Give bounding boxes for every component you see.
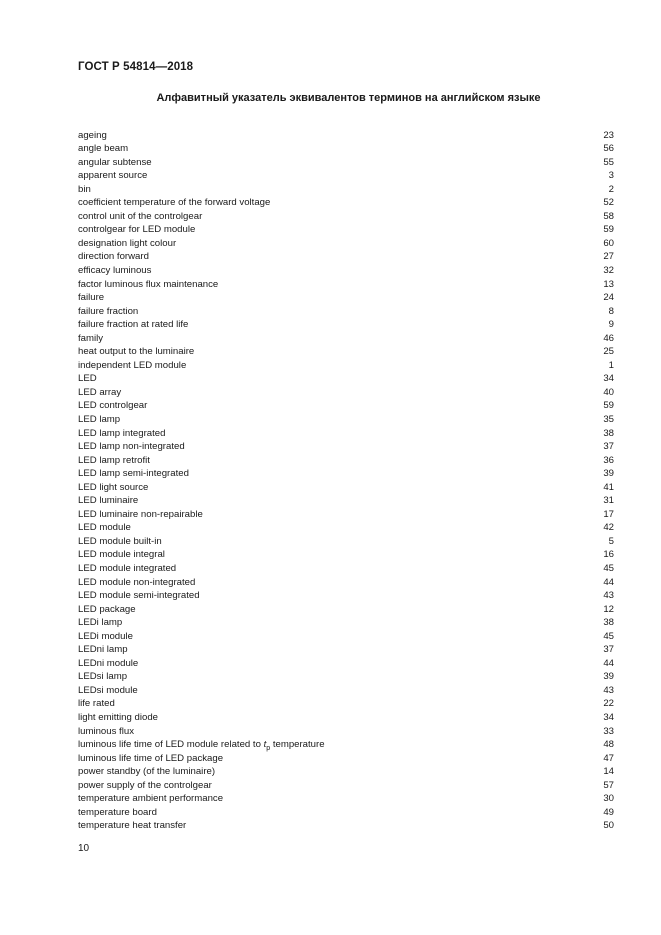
document-code: ГОСТ Р 54814—2018	[78, 61, 194, 73]
index-entry	[78, 237, 614, 251]
index-page-ref: 36	[603, 454, 614, 466]
index-page-ref: 13	[603, 278, 614, 290]
index-page-ref: 50	[603, 820, 614, 832]
index-page-ref: 45	[603, 630, 614, 642]
index-term: temperature heat transfer	[78, 820, 187, 832]
index-entry	[78, 467, 614, 481]
index-entry	[78, 169, 614, 183]
index-page-ref: 8	[608, 305, 614, 317]
index-entry	[78, 548, 614, 562]
index-entry	[78, 819, 614, 833]
index-term: luminous life time of LED module related to $t_p$ temperature	[78, 739, 325, 753]
index-entry	[78, 440, 614, 454]
index-page-ref: 43	[603, 684, 614, 696]
index-page-ref: 32	[603, 264, 614, 276]
index-entry	[78, 643, 614, 657]
index-entry	[78, 616, 614, 630]
index-entry	[78, 684, 614, 698]
index-entry	[78, 481, 614, 495]
index-term: temperature ambient performance	[78, 793, 224, 805]
index-term: control unit of the controlgear	[78, 210, 203, 222]
page-number: 10	[78, 843, 90, 854]
index-page-ref: 33	[603, 725, 614, 737]
index-entry	[78, 399, 614, 413]
index-entry	[78, 129, 614, 143]
index-term: bin	[78, 183, 91, 195]
index-term: efficacy luminous	[78, 264, 152, 276]
index-page-ref: 39	[603, 671, 614, 683]
index-entry	[78, 521, 614, 535]
index-entry	[78, 372, 614, 386]
index-page-ref: 38	[603, 427, 614, 439]
index-term: factor luminous flux maintenance	[78, 278, 219, 290]
index-page-ref: 38	[603, 617, 614, 629]
index-term: LEDsi module	[78, 684, 138, 696]
index-term: failure	[78, 292, 105, 304]
index-term: direction forward	[78, 251, 149, 263]
index-page-ref: 41	[603, 481, 614, 493]
index-entry	[78, 156, 614, 170]
index-entry	[78, 332, 614, 346]
index-entry	[78, 264, 614, 278]
index-page-ref: 27	[603, 251, 614, 263]
index-term: controlgear for LED module	[78, 224, 196, 236]
index-page-ref: 14	[603, 766, 614, 778]
index-term: life rated	[78, 698, 115, 710]
index-entry	[78, 630, 614, 644]
index-term: family	[78, 332, 104, 344]
index-page-ref: 39	[603, 468, 614, 480]
index-term: LED lamp non-integrated	[78, 441, 185, 453]
index-page-ref: 34	[603, 373, 614, 385]
index-term: LED lamp semi-integrated	[78, 468, 189, 480]
index-page-ref: 59	[603, 400, 614, 412]
index-entry	[78, 454, 614, 468]
index-entry	[78, 697, 614, 711]
index-term: power supply of the controlgear	[78, 779, 212, 791]
index-page-ref: 45	[603, 563, 614, 574]
index-term: LEDi module	[78, 630, 133, 642]
index-entry	[78, 806, 614, 820]
index-page-ref: 12	[603, 603, 614, 615]
index-page-ref: 44	[603, 576, 614, 588]
index-entry	[78, 725, 614, 739]
index-term: LEDsi lamp	[78, 671, 128, 683]
index-page-ref: 2	[608, 183, 614, 195]
index-entry	[78, 386, 614, 400]
index-term: temperature board	[78, 806, 157, 818]
index-term: designation light colour	[78, 237, 177, 249]
index-entry	[78, 576, 614, 590]
index-term: LEDi lamp	[78, 617, 123, 629]
index-page-ref: 37	[603, 441, 614, 453]
index-term: LED lamp integrated	[78, 427, 166, 439]
index-term: angle beam	[78, 143, 129, 155]
index-page-ref: 24	[603, 292, 614, 304]
index-page-ref: 46	[603, 332, 614, 344]
index-term: LED lamp retrofit	[78, 454, 150, 466]
index-page-ref: 58	[603, 210, 614, 222]
index-page-ref: 40	[603, 386, 614, 398]
index-term: LED luminaire non-repairable	[78, 508, 203, 520]
index-term: failure fraction at rated life	[78, 319, 189, 331]
index-term: LED module non-integrated	[78, 576, 196, 588]
index-entry	[78, 494, 614, 508]
index-term: LED controlgear	[78, 400, 148, 412]
index-entry	[78, 562, 614, 576]
index-page-ref: 49	[603, 806, 614, 818]
index-term: luminous flux	[78, 725, 134, 737]
index-page-ref: 57	[603, 779, 614, 791]
index-term: failure fraction	[78, 305, 139, 317]
index-entry	[78, 250, 614, 264]
term-index-list	[78, 129, 614, 833]
index-page-ref: 3	[608, 170, 614, 182]
term-subscript: p	[266, 745, 271, 753]
index-page-ref: 56	[603, 143, 614, 155]
index-term: ageing	[78, 129, 107, 141]
index-entry	[78, 291, 614, 305]
index-entry	[78, 359, 614, 373]
index-term: apparent source	[78, 170, 148, 182]
index-page-ref: 60	[603, 237, 614, 249]
index-page-ref: 52	[603, 197, 614, 209]
index-term: LED module semi-integrated	[78, 590, 200, 602]
index-term: LED module integral	[78, 549, 165, 561]
index-term: LED	[78, 373, 97, 385]
index-entry	[78, 670, 614, 684]
index-page-ref: 59	[603, 224, 614, 236]
index-page-ref: 5	[608, 535, 614, 547]
index-term: LEDni lamp	[78, 644, 128, 656]
index-term: light emitting diode	[78, 712, 158, 724]
index-page-ref: 17	[603, 508, 614, 520]
index-page-ref: 1	[608, 359, 614, 371]
index-entry	[78, 792, 614, 806]
index-entry	[78, 589, 614, 603]
index-page-ref: 9	[608, 319, 614, 331]
index-term: LED luminaire	[78, 495, 139, 507]
index-page-ref: 34	[603, 712, 614, 724]
index-entry	[78, 765, 614, 779]
index-page-ref: 43	[603, 590, 614, 602]
index-term: heat output to the luminaire	[78, 346, 195, 358]
index-term: LED module integrated	[78, 563, 177, 574]
index-page-ref: 16	[603, 549, 614, 561]
index-entry	[78, 210, 614, 224]
index-entry	[78, 318, 614, 332]
index-term: LED package	[78, 603, 136, 615]
index-term: angular subtense	[78, 156, 152, 168]
index-entry	[78, 305, 614, 319]
index-page-ref: 48	[603, 739, 614, 751]
index-page-ref: 55	[603, 156, 614, 168]
index-page-ref: 23	[603, 129, 614, 141]
index-entry	[78, 413, 614, 427]
index-page-ref: 22	[603, 698, 614, 710]
term-variable: t	[263, 739, 267, 751]
index-page-ref: 35	[603, 413, 614, 425]
index-entry	[78, 345, 614, 359]
index-page-ref: 47	[603, 752, 614, 764]
index-entry	[78, 223, 614, 237]
index-entry	[78, 508, 614, 522]
index-entry	[78, 738, 614, 752]
index-entry	[78, 427, 614, 441]
index-term: power standby (of the luminaire)	[78, 766, 216, 778]
index-page-ref: 25	[603, 346, 614, 358]
index-entry	[78, 535, 614, 549]
index-entry	[78, 657, 614, 671]
index-entry	[78, 196, 614, 210]
index-page-ref: 37	[603, 644, 614, 656]
index-term: coefficient temperature of the forward voltage	[78, 197, 271, 209]
index-page-ref: 44	[603, 657, 614, 669]
index-term: independent LED module	[78, 359, 187, 371]
index-entry	[78, 752, 614, 766]
index-entry	[78, 183, 614, 197]
index-term: LEDni module	[78, 657, 139, 669]
index-entry	[78, 603, 614, 617]
index-term: LED light source	[78, 481, 149, 493]
index-page-ref: 42	[603, 522, 614, 534]
index-term: LED array	[78, 386, 122, 398]
index-term: LED lamp	[78, 413, 121, 425]
index-term: luminous life time of LED package	[78, 752, 224, 764]
index-entry	[78, 142, 614, 156]
index-page-ref: 31	[603, 495, 614, 507]
index-term: LED module built-in	[78, 535, 162, 547]
index-page-ref: 30	[603, 793, 614, 805]
index-entry	[78, 711, 614, 725]
index-term: LED module	[78, 522, 131, 534]
page-title: Алфавитный указатель эквивалентов терминов на английском языке	[156, 92, 541, 104]
index-entry	[78, 278, 614, 292]
index-entry	[78, 779, 614, 793]
